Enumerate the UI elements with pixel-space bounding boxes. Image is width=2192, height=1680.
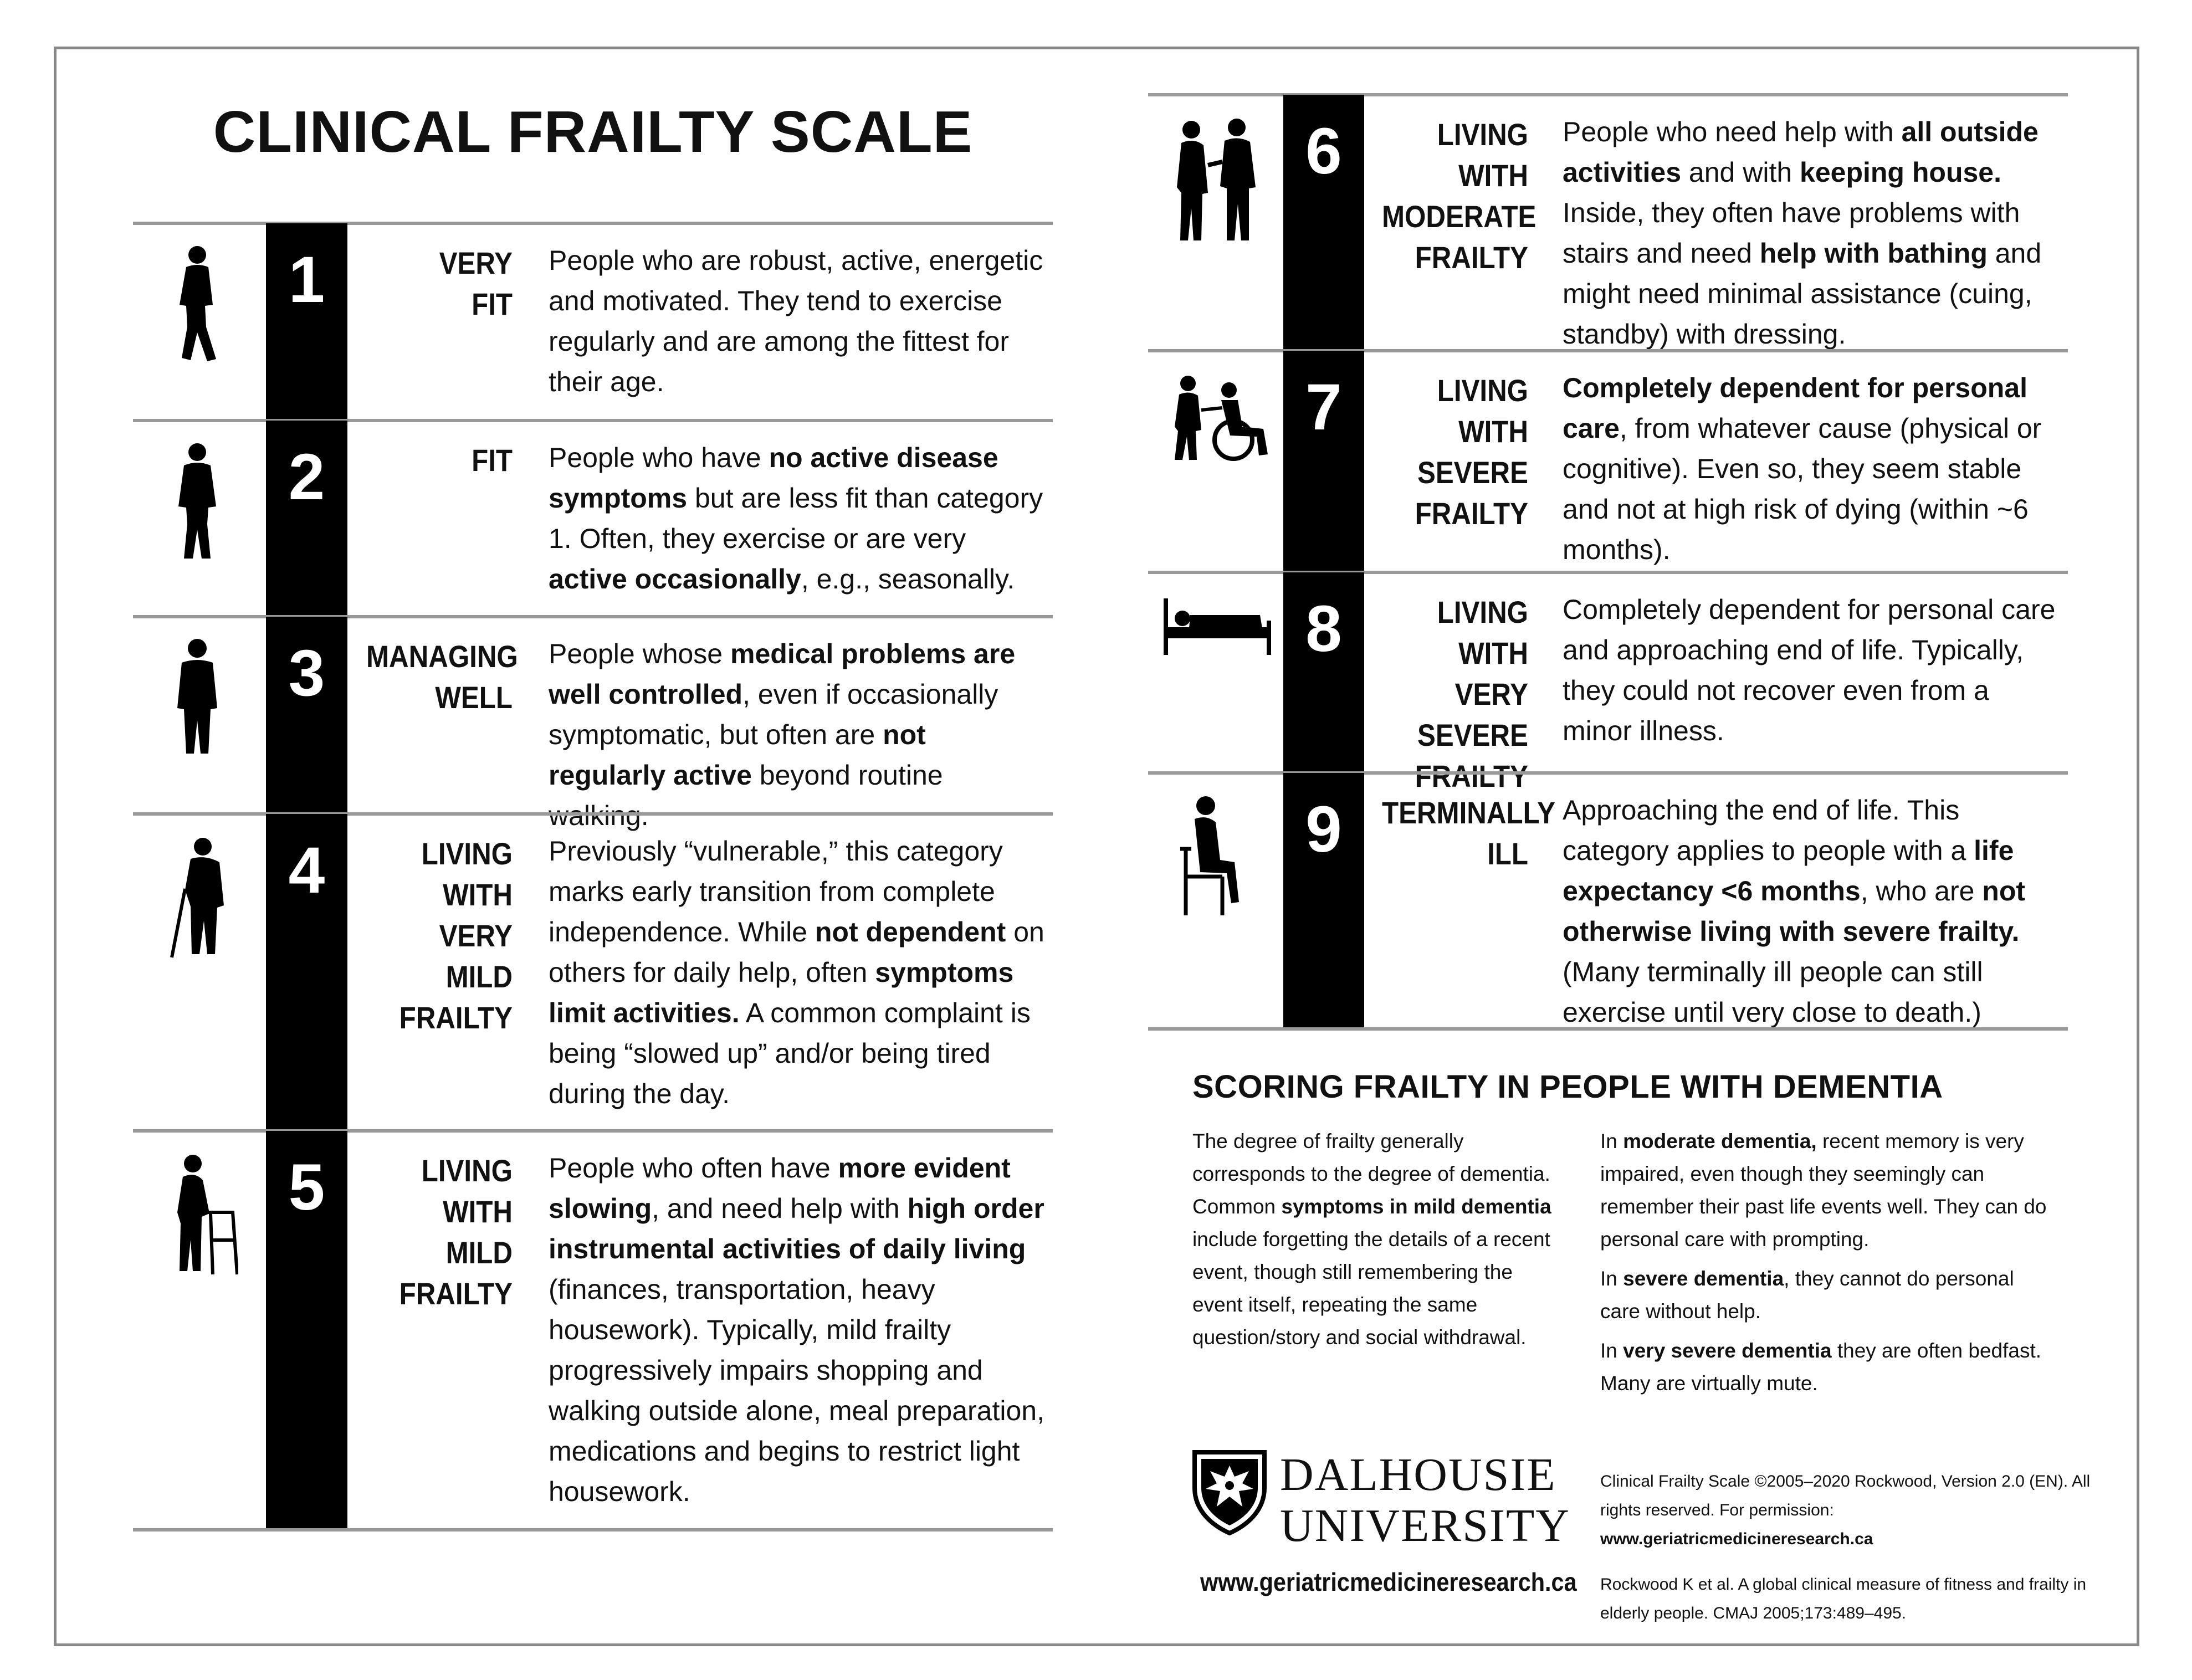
level-description-segment: People who need help with bbox=[1563, 116, 1902, 147]
level-description-segment: active occasionally bbox=[549, 564, 801, 595]
table-bottom-rule bbox=[133, 1528, 1053, 1532]
walking-person-icon bbox=[166, 441, 227, 563]
level-description-segment: A common complaint is being “slowed up” and/or being tired during the day. bbox=[549, 997, 1031, 1109]
level-label-line: VERY MILD bbox=[439, 918, 513, 994]
dementia-paragraph-segment: symptoms in mild dementia bbox=[1281, 1195, 1551, 1218]
level-label bbox=[366, 833, 513, 1038]
level-label-line: MANAGING bbox=[366, 639, 518, 674]
copyright-line-segment: Rockwood K et al. A global clinical measure of fitness and frailty in elderly people. CMAJ 2005;173:489–495. bbox=[1600, 1575, 2087, 1622]
level-description-segment: high order instrumental activities of daily living bbox=[549, 1193, 1044, 1264]
level-description-segment: Approaching the end of life. This category applies to people with a bbox=[1563, 795, 1974, 866]
level-description-segment: Completely dependent for personal care and approaching end of life. Typically, they could not recover even from a minor illness. bbox=[1563, 594, 2056, 746]
level-description-segment: and with bbox=[1681, 157, 1800, 188]
person-with-cane-icon bbox=[166, 834, 233, 962]
copyright-line bbox=[1600, 1570, 2099, 1628]
dementia-paragraph bbox=[1600, 1334, 2055, 1400]
copyright-line bbox=[1600, 1467, 2099, 1554]
level-label-line: MILD bbox=[445, 1235, 513, 1270]
university-name-line1: DALHOUSIE bbox=[1280, 1449, 1556, 1500]
level-label-line: SEVERE bbox=[1417, 455, 1528, 490]
level-label-line: WITH bbox=[1458, 158, 1528, 193]
level-label-line: WITH bbox=[1458, 414, 1528, 449]
level-label bbox=[1382, 592, 1528, 797]
level-description-segment: People who are robust, active, energetic and motivated. They tend to exercise regularly and are among the fittest for their age. bbox=[549, 245, 1043, 397]
level-description bbox=[549, 240, 1047, 402]
level-description-segment: , who are bbox=[1860, 875, 1983, 906]
level-label-line: WITH bbox=[443, 1194, 513, 1229]
level-description-segment: life expectancy <6 months bbox=[1563, 835, 2014, 906]
level-description bbox=[549, 831, 1047, 1114]
wheelchair-icon bbox=[1169, 371, 1280, 465]
level-description-segment: symptoms limit activities. bbox=[549, 957, 1014, 1028]
level-label bbox=[1382, 792, 1556, 874]
level-description bbox=[1563, 368, 2061, 570]
person-in-bed-icon bbox=[1162, 593, 1273, 659]
level-description-segment: not dependent bbox=[815, 916, 1006, 947]
dementia-paragraph-segment: moderate dementia, bbox=[1623, 1130, 1817, 1153]
level-description-segment: People whose bbox=[549, 638, 731, 669]
level-description bbox=[549, 634, 1047, 836]
dementia-paragraph-segment: include forgetting the details of a recent event, though still remembering the event itself, repeating the same question/story and social withdrawal. bbox=[1192, 1228, 1550, 1349]
level-label bbox=[366, 636, 518, 718]
level-description-segment: Previously “vulnerable,” this category marks early transition from complete independence. While bbox=[549, 836, 1003, 947]
standing-person-icon bbox=[166, 637, 227, 759]
dalhousie-crest-icon bbox=[1191, 1449, 1268, 1538]
dementia-section-title: SCORING FRAILTY IN PEOPLE WITH DEMENTIA bbox=[1192, 1069, 1943, 1105]
dementia-left-column bbox=[1192, 1125, 1558, 1360]
level-description-segment: , even if occasionally symptomatic, but often are bbox=[549, 679, 998, 750]
level-description-segment: and might need minimal assistance (cuing, standby) with dressing. bbox=[1563, 238, 2042, 350]
person-assisted-walking-icon bbox=[1169, 115, 1263, 248]
dementia-paragraph bbox=[1600, 1262, 2055, 1328]
level-label bbox=[366, 1150, 513, 1314]
copyright-notice bbox=[1600, 1451, 2099, 1645]
level-description-segment: , from whatever cause (physical or cognitive). Even so, they seem stable and not at high risk of dying (within ~6 months). bbox=[1563, 413, 2042, 565]
page-title: CLINICAL FRAILTY SCALE bbox=[213, 99, 973, 165]
level-label-line: TERMINALLY bbox=[1382, 795, 1556, 830]
level-label bbox=[366, 440, 513, 481]
dementia-paragraph-segment: In bbox=[1600, 1339, 1623, 1362]
dementia-paragraph-segment: very severe dementia bbox=[1623, 1339, 1832, 1362]
level-number: 3 bbox=[266, 617, 347, 812]
level-description-segment: but are less fit than category 1. Often, they exercise or are very bbox=[549, 483, 1043, 554]
level-description-segment: , e.g., seasonally. bbox=[801, 564, 1015, 595]
level-description-segment: Completely dependent for personal care bbox=[1563, 372, 2028, 444]
level-label-line: FRAILTY bbox=[1415, 759, 1528, 793]
table-bottom-rule bbox=[1148, 1027, 2068, 1031]
level-description-segment: more evident slowing bbox=[549, 1153, 1011, 1224]
dementia-paragraph-segment: they are often bedfast. Many are virtually mute. bbox=[1600, 1339, 2042, 1395]
level-label-line: FIT bbox=[472, 443, 513, 478]
level-description-segment: all outside activities bbox=[1563, 116, 2039, 188]
level-description-segment: help with bathing bbox=[1759, 238, 1988, 269]
level-description-segment: (finances, transportation, heavy housework). Typically, mild frailty progressively impairs shopping and walking outside alone, meal preparation, medications and begins to restrict light housework. bbox=[549, 1274, 1044, 1507]
level-number: 8 bbox=[1283, 572, 1364, 771]
dementia-paragraph-segment: , they cannot do personal care without help. bbox=[1600, 1267, 2014, 1323]
dementia-paragraph-segment: severe dementia bbox=[1623, 1267, 1784, 1290]
level-label-line: LIVING bbox=[1437, 595, 1528, 629]
dementia-paragraph-segment: recent memory is very impaired, even though they seemingly can remember their past life events well. They can do personal care with prompting. bbox=[1600, 1130, 2047, 1251]
level-description bbox=[1563, 112, 2061, 355]
robust-walking-person-icon bbox=[166, 244, 227, 366]
level-label-line: WITH bbox=[443, 877, 513, 912]
copyright-line-segment: Clinical Frailty Scale ©2005–2020 Rockwood, Version 2.0 (EN). All rights reserved. For permission: bbox=[1600, 1472, 2091, 1519]
level-label-line: ILL bbox=[1487, 836, 1528, 871]
level-description-segment: , and need help with bbox=[652, 1193, 908, 1224]
level-label-line: LIVING bbox=[1437, 117, 1528, 152]
level-description bbox=[549, 1148, 1047, 1512]
level-label-line: FRAILTY bbox=[1415, 496, 1528, 531]
level-label-line: FRAILTY bbox=[399, 1276, 513, 1311]
dementia-paragraph-segment: The degree of frailty generally corresponds to the degree of dementia. Common bbox=[1192, 1130, 1550, 1218]
seated-person-icon bbox=[1169, 793, 1247, 921]
level-number: 1 bbox=[266, 223, 347, 419]
level-description-segment: not otherwise living with severe frailty. bbox=[1563, 875, 2026, 947]
level-description-segment: not regularly active bbox=[549, 719, 926, 791]
level-description bbox=[1563, 590, 2061, 751]
level-label-line: SEVERE bbox=[1417, 718, 1528, 752]
level-description-segment: Inside, they often have problems with stairs and need bbox=[1563, 197, 2020, 269]
dementia-paragraph bbox=[1600, 1125, 2055, 1256]
level-description-segment: People who have bbox=[549, 442, 769, 473]
level-number: 5 bbox=[266, 1131, 347, 1528]
level-description bbox=[549, 438, 1047, 600]
level-number: 2 bbox=[266, 421, 347, 615]
level-label-line: WITH VERY bbox=[1454, 636, 1528, 711]
level-number: 7 bbox=[1283, 351, 1364, 571]
level-number: 6 bbox=[1283, 95, 1364, 349]
level-label-line: FIT bbox=[472, 286, 513, 321]
university-name bbox=[1280, 1449, 1570, 1551]
level-label bbox=[1382, 114, 1537, 278]
level-label-line: LIVING bbox=[421, 1153, 513, 1188]
level-label-line: FRAILTY bbox=[1415, 240, 1528, 275]
level-label-line: LIVING bbox=[1437, 373, 1528, 408]
level-description-segment: no active disease symptoms bbox=[549, 442, 998, 514]
level-description-segment: medical problems are well controlled bbox=[549, 638, 1016, 710]
level-label-line: WELL bbox=[435, 680, 513, 715]
level-description bbox=[1563, 790, 2061, 1033]
level-label-line: LIVING bbox=[421, 836, 513, 871]
level-description-segment: keeping house. bbox=[1800, 157, 2001, 188]
level-description-segment: (Many terminally ill people can still exercise until very close to death.) bbox=[1563, 956, 1983, 1028]
level-description-segment: beyond routine walking. bbox=[549, 760, 943, 831]
person-with-walker-icon bbox=[166, 1151, 238, 1279]
dementia-paragraph bbox=[1192, 1125, 1558, 1354]
level-description-segment: on others for daily help, often bbox=[549, 916, 1044, 988]
level-label-line: VERY bbox=[439, 245, 513, 280]
level-number: 4 bbox=[266, 814, 347, 1129]
level-label bbox=[1382, 370, 1528, 534]
university-name-line2: UNIVERSITY bbox=[1280, 1500, 1570, 1551]
website-url[interactable]: www.geriatricmedicineresearch.ca bbox=[1200, 1568, 1577, 1596]
dementia-paragraph-segment: In bbox=[1600, 1130, 1623, 1153]
level-description-segment: People who often have bbox=[549, 1153, 838, 1184]
dementia-right-column bbox=[1600, 1125, 2055, 1406]
copyright-line-segment: www.geriatricmedicineresearch.ca bbox=[1600, 1530, 1873, 1548]
level-label bbox=[366, 243, 513, 325]
dementia-paragraph-segment: In bbox=[1600, 1267, 1623, 1290]
level-label-line: FRAILTY bbox=[399, 1000, 513, 1035]
level-number: 9 bbox=[1283, 773, 1364, 1027]
level-label-line: MODERATE bbox=[1382, 199, 1537, 234]
